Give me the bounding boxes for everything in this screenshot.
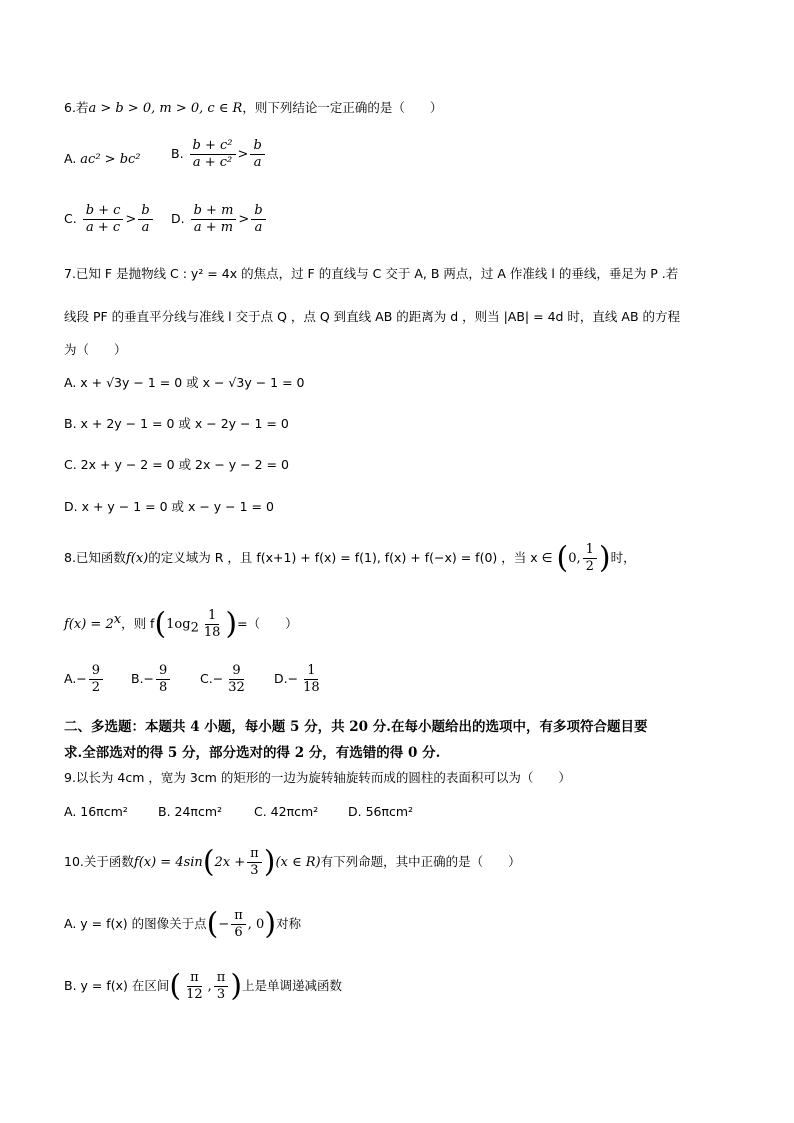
fraction <box>89 664 103 695</box>
q7-stem-line-3: 为（ ） <box>64 342 127 357</box>
q10-suffix: 有下列命题，其中正确的是（ ） <box>320 854 521 869</box>
q6-option-c <box>64 204 155 235</box>
comma: , <box>207 979 212 994</box>
denominator: a <box>141 220 150 235</box>
denominator: 12 <box>186 987 203 1002</box>
denominator: 6 <box>234 925 243 940</box>
q8-stem-line-1 <box>64 541 636 576</box>
q10-arg: 2x + <box>214 855 246 870</box>
q9-option-a: A. 16πcm² <box>64 804 128 819</box>
denominator: a + c² <box>192 155 233 170</box>
q8-stem-line-2 <box>64 602 298 647</box>
right-paren: ) <box>598 540 611 576</box>
q8-equals: =（ ） <box>237 616 298 632</box>
q10-stem <box>64 843 521 882</box>
option-label: B.− <box>131 671 155 686</box>
q8-option-a <box>64 664 105 695</box>
numerator: π <box>231 909 246 925</box>
point-y: , 0 <box>247 917 265 932</box>
right-paren: ) <box>225 606 238 642</box>
option-label: A. <box>64 151 77 166</box>
fraction <box>83 204 124 235</box>
q8-prefix: 8.已知函数 <box>64 550 126 565</box>
numerator: b + c² <box>190 139 236 155</box>
q7-stem-line-1: 7.已知 F 是抛物线 C : y² = 4x 的焦点，过 F 的直线与 C 交于 A, B 两点，过 A 作准线 l 的垂线，垂足为 P .若 <box>64 266 679 281</box>
option-label: C. <box>64 211 77 226</box>
numerator: π <box>187 971 202 987</box>
right-paren: ) <box>263 844 276 880</box>
option-text-end: 对称 <box>276 916 302 931</box>
fraction <box>251 204 265 235</box>
numerator: π <box>247 847 262 863</box>
fraction <box>583 543 597 574</box>
q7-option-c: C. 2x + y − 2 = 0 或 2x − y − 2 = 0 <box>64 457 289 472</box>
option-label: D. <box>171 211 185 226</box>
option-label: C.− <box>200 671 224 686</box>
fraction <box>201 609 224 640</box>
denominator: a + c <box>85 220 121 235</box>
relation: > <box>238 212 250 227</box>
option-text: A. y = f(x) 的图像关于点 <box>64 916 207 931</box>
numerator: 1 <box>304 664 318 680</box>
q8-then: ，则 f <box>121 616 155 632</box>
denominator: 2 <box>585 559 594 574</box>
fraction <box>156 664 170 695</box>
fraction <box>250 139 264 170</box>
left-paren: ( <box>169 968 182 1004</box>
q6-option-a <box>64 151 141 167</box>
denominator: 8 <box>159 680 168 695</box>
q8-fx: f(x) = 2 <box>64 617 114 633</box>
option-label: B. <box>171 146 184 161</box>
q7-option-b: B. x + 2y − 1 = 0 或 x − 2y − 1 = 0 <box>64 416 289 431</box>
q9-option-c: C. 42πcm² <box>254 804 319 819</box>
right-paren: ) <box>264 906 277 942</box>
left-paren: ( <box>202 844 215 880</box>
option-label: A.− <box>64 671 87 686</box>
numerator: b <box>251 204 265 220</box>
fraction <box>190 139 236 170</box>
fraction <box>183 971 206 1002</box>
log-base: 2 <box>190 620 199 636</box>
denominator: a <box>253 155 262 170</box>
option-label: D.− <box>274 671 299 686</box>
left-paren: ( <box>556 540 569 576</box>
numerator: 1 <box>205 609 219 625</box>
q7-option-a: A. x + √3y − 1 = 0 或 x − √3y − 1 = 0 <box>64 375 305 390</box>
section-heading-line-2: 求.全部选对的得 5 分，部分选对的得 2 分，有选错的得 0 分. <box>64 745 441 761</box>
q8-func: f(x) <box>125 551 149 566</box>
fraction <box>214 971 229 1002</box>
relation: > <box>125 212 137 227</box>
q10-option-a <box>64 905 301 944</box>
numerator: 1 <box>583 543 597 559</box>
option-math: ac² > bc² <box>80 152 141 167</box>
numerator: b <box>138 204 152 220</box>
denominator: a <box>254 220 263 235</box>
q7-stem-line-2: 线段 PF 的垂直平分线与准线 l 交于点 Q ，点 Q 到直线 AB 的距离为 d ，则当 |AB| = 4d 时，直线 AB 的方程 <box>64 309 680 324</box>
q10-option-b <box>64 967 342 1006</box>
denominator: 18 <box>303 680 320 695</box>
denominator: 3 <box>250 863 259 878</box>
numerator: b + c <box>83 204 124 220</box>
interval-left: 0, <box>568 551 581 566</box>
q8-suffix: 时， <box>610 550 636 565</box>
denominator: 18 <box>203 625 221 641</box>
fraction <box>138 204 152 235</box>
q6-stem-prefix: 6.若 <box>64 100 89 115</box>
q10-func: f(x) = 4sin <box>133 855 203 870</box>
numerator: 9 <box>89 664 103 680</box>
q6-stem <box>64 100 442 117</box>
q8-mid: 的定义域为 R ，且 f(x+1) + f(x) = f(1), f(x) + f(−x) = f(0) ，当 x ∈ <box>148 550 553 565</box>
q6-stem-math: a > b > 0, m > 0, c ∈ R <box>88 101 243 116</box>
left-paren: ( <box>154 606 167 642</box>
option-text: B. y = f(x) 在区间 <box>64 978 170 993</box>
numerator: π <box>214 971 229 987</box>
q6-option-b <box>171 139 267 170</box>
q6-stem-suffix: ，则下列结论一定正确的是（ ） <box>242 100 443 115</box>
q10-domain: (x ∈ R) <box>275 855 321 870</box>
q8-option-b <box>131 664 172 695</box>
denominator: 3 <box>216 987 226 1002</box>
q9-option-d: D. 56πcm² <box>348 804 414 819</box>
denominator: 32 <box>228 680 245 695</box>
q9-option-b: B. 24πcm² <box>158 804 223 819</box>
relation: > <box>237 147 249 162</box>
fraction <box>247 847 262 878</box>
fraction <box>300 664 323 695</box>
q10-prefix: 10.关于函数 <box>64 854 134 869</box>
fraction <box>231 909 246 940</box>
q8-exponent: x <box>113 612 122 627</box>
numerator: b + m <box>191 204 237 220</box>
q8-option-d <box>274 664 325 695</box>
minus-sign: − <box>218 917 230 932</box>
denominator: 2 <box>91 680 101 695</box>
numerator: 9 <box>156 664 170 680</box>
fraction <box>225 664 248 695</box>
right-paren: ) <box>230 968 243 1004</box>
fraction <box>191 204 237 235</box>
q7-option-d: D. x + y − 1 = 0 或 x − y − 1 = 0 <box>64 499 274 514</box>
numerator: 9 <box>229 664 243 680</box>
log-text: 1og <box>166 617 191 633</box>
q6-option-d <box>171 204 268 235</box>
q9-stem: 9.以长为 4cm ，宽为 3cm 的矩形的一边为旋转轴旋转而成的圆柱的表面积可以为（ ） <box>64 770 571 785</box>
numerator: b <box>250 139 264 155</box>
q8-option-c <box>200 664 250 695</box>
left-paren: ( <box>206 906 219 942</box>
option-text-end: 上是单调递减函数 <box>242 978 343 993</box>
denominator: a + m <box>193 220 234 235</box>
section-heading-line-1: 二、多选题：本题共 4 小题，每小题 5 分，共 20 分.在每小题给出的选项中，有多项符合题目要 <box>64 719 648 735</box>
